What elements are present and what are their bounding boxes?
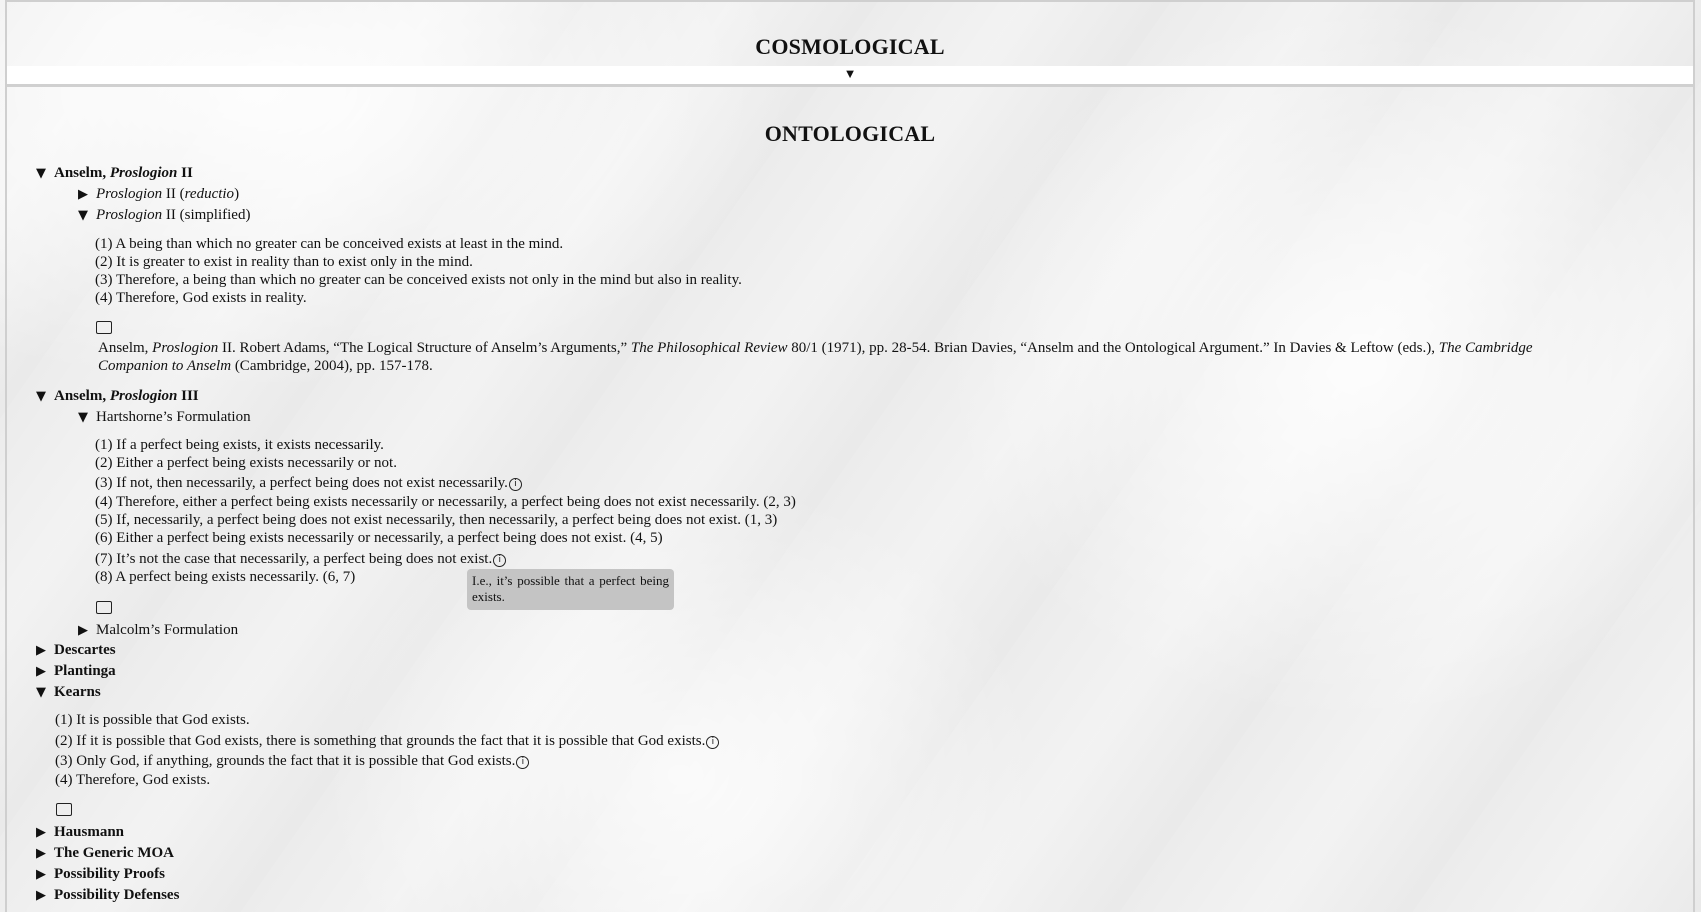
section-cosmological-heading[interactable]: COSMOLOGICAL bbox=[755, 34, 945, 59]
info-icon[interactable]: i bbox=[509, 478, 522, 491]
cosmological-toggle-bar[interactable] bbox=[7, 66, 1693, 87]
triangle-right-icon[interactable]: ▶ bbox=[36, 888, 46, 903]
triangle-down-icon[interactable]: ▼ bbox=[78, 410, 88, 425]
premise-line: (3) Only God, if anything, grounds the fact that it is possible that God exists. i bbox=[55, 752, 529, 770]
tooltip-content: I.e., it’s possible that a perfect being exists. bbox=[467, 569, 674, 610]
premise-line: (4) Therefore, God exists in reality. bbox=[95, 290, 307, 306]
premise-line: (5) If, necessarily, a perfect being does not exist necessarily, then necessarily, a perfect being does not exist. (1, 3) bbox=[95, 512, 778, 528]
premise-line: (3) Therefore, a being than which no greater can be conceived exists not only in the mind but also in reality. bbox=[95, 272, 742, 288]
item-proslogion-2-reductio[interactable]: ▶ Proslogion II (reductio) bbox=[78, 184, 239, 205]
triangle-right-icon[interactable]: ▶ bbox=[36, 825, 46, 840]
triangle-down-icon[interactable]: ▼ bbox=[36, 685, 46, 700]
citation-text: Anselm, Proslogion II. Robert Adams, “The Logical Structure of Anselm’s Arguments,” The Philosophical Review 80/1 (1971), pp. 28-54. Brian Davies, “Anselm and the Ontological Argument.” In Davies & Leftow (eds.), The Cambridge Companion to Anselm (Cambridge, 2004), pp. 157-178. bbox=[98, 340, 1533, 374]
triangle-right-icon[interactable]: ▶ bbox=[78, 623, 88, 638]
triangle-right-icon[interactable]: ▶ bbox=[78, 187, 88, 202]
premise-line: (1) A being than which no greater can be conceived exists at least in the mind. bbox=[95, 236, 564, 252]
item-proslogion-2-simplified[interactable]: ▼ Proslogion II (simplified) bbox=[78, 205, 250, 226]
item-anselm-proslogion-3[interactable]: ▼ Anselm, Proslogion III bbox=[36, 386, 199, 407]
premise-line: (6) Either a perfect being exists necessarily or necessarily, a perfect being does not exist. (4, 5) bbox=[95, 530, 663, 546]
item-malcolm-formulation[interactable]: ▶ Malcolm’s Formulation bbox=[78, 620, 238, 641]
item-kearns[interactable]: ▼ Kearns bbox=[36, 682, 101, 703]
premise-line: (2) It is greater to exist in reality than to exist only in the mind. bbox=[95, 254, 473, 270]
premise-line: (4) Therefore, either a perfect being exists necessarily or necessarily, a perfect being does not exist necessarily. (2, 3) bbox=[95, 494, 796, 510]
item-anselm-proslogion-2[interactable]: ▼ Anselm, Proslogion II bbox=[36, 163, 193, 184]
info-icon[interactable]: i bbox=[493, 554, 506, 567]
triangle-down-icon[interactable]: ▼ bbox=[36, 166, 46, 181]
info-icon[interactable]: i bbox=[516, 756, 529, 769]
item-hausmann[interactable]: ▶ Hausmann bbox=[36, 822, 124, 843]
premise-line: (7) It’s not the case that necessarily, a perfect being does not exist. i bbox=[95, 550, 506, 568]
item-hartshorne-formulation[interactable]: ▼ Hartshorne’s Formulation bbox=[78, 407, 251, 428]
book-icon[interactable] bbox=[96, 321, 112, 334]
item-possibility-proofs[interactable]: ▶ Possibility Proofs bbox=[36, 864, 165, 885]
triangle-right-icon[interactable]: ▶ bbox=[36, 846, 46, 861]
book-icon[interactable] bbox=[96, 601, 112, 614]
item-descartes[interactable]: ▶ Descartes bbox=[36, 640, 116, 661]
premise-line: (4) Therefore, God exists. bbox=[55, 772, 211, 788]
premise-line: (8) A perfect being exists necessarily. (6, 7) bbox=[95, 569, 356, 585]
premise-line: (2) Either a perfect being exists necessarily or not. bbox=[95, 455, 397, 471]
book-icon[interactable] bbox=[56, 803, 72, 816]
triangle-down-icon[interactable]: ▼ bbox=[78, 208, 88, 223]
triangle-right-icon[interactable]: ▶ bbox=[36, 867, 46, 882]
info-icon[interactable]: i bbox=[706, 736, 719, 749]
premise-line: (1) It is possible that God exists. bbox=[55, 712, 250, 728]
item-possibility-defenses[interactable]: ▶ Possibility Defenses bbox=[36, 885, 179, 906]
triangle-down-icon[interactable]: ▼ bbox=[843, 66, 857, 81]
triangle-down-icon[interactable]: ▼ bbox=[36, 389, 46, 404]
item-generic-moa[interactable]: ▶ The Generic MOA bbox=[36, 843, 174, 864]
triangle-right-icon[interactable]: ▶ bbox=[36, 643, 46, 658]
premise-line: (2) If it is possible that God exists, there is something that grounds the fact that it is possible that God exists. i bbox=[55, 732, 719, 750]
premise-line: (3) If not, then necessarily, a perfect being does not exist necessarily. i bbox=[95, 474, 522, 492]
triangle-right-icon[interactable]: ▶ bbox=[36, 664, 46, 679]
section-ontological-heading[interactable]: ONTOLOGICAL bbox=[764, 121, 936, 146]
premise-line: (1) If a perfect being exists, it exists necessarily. bbox=[95, 437, 384, 453]
item-plantinga[interactable]: ▶ Plantinga bbox=[36, 661, 116, 682]
